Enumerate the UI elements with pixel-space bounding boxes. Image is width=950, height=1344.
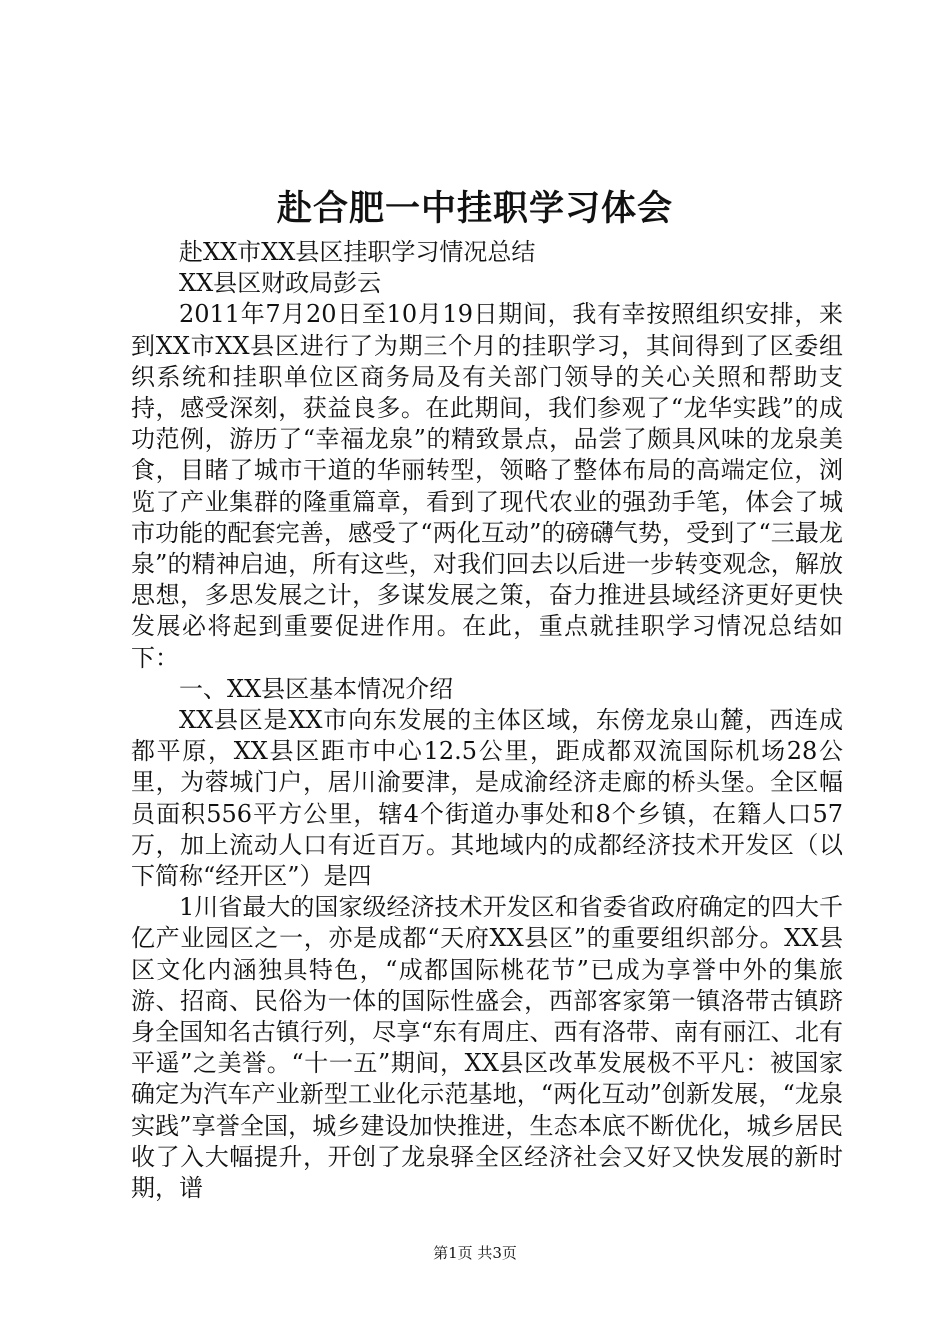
page-footer: 第1页 共3页 [433,1244,517,1262]
body-paragraph: XX县区是XX市向东发展的主体区域，东傍龙泉山麓，西连成都平原，XX县区距市中心12.5公里，距成都双流国际机场28公里，为蓉城门户，居川渝要津，是成渝经济走廊的桥头堡。全区幅员面积556平方公里，辖4个街道办事处和8个乡镇，在籍人口57万，加上流动人口有近百万。其地域内的成都经济技术开发区（以下简称“经开区”）是四 [131,706,843,891]
document-body [131,237,843,1204]
author-paragraph: XX县区财政局彭云 [179,269,382,298]
subtitle-paragraph: 赴XX市XX县区挂职学习情况总结 [179,238,536,266]
body-paragraph: 2011年7月20日至10月19日期间，我有幸按照组织安排，来到XX市XX县区进行了为期三个月的挂职学习，其间得到了区委组织系统和挂职单位区商务局及有关部门领导的关心关照和帮助支持，感受深刻，获益良多。在此期间，我们参观了“龙华实践”的成功范例，游历了“幸福龙泉”的精致景点，品尝了颇具风味的龙泉美食，目睹了城市干道的华丽转型，领略了整体布局的高端定位，浏览了产业集群的隆重篇章，看到了现代农业的强劲手笔，体会了城市功能的配套完善，感受了“两化互动”的磅礴气势，受到了“三最龙泉”的精神启迪，所有这些，对我们回去以后进一步转变观念，解放思想，多思发展之计，多谋发展之策，奋力推进县域经济更好更快发展必将起到重要促进作用。在此，重点就挂职学习情况总结如下： [131,300,843,672]
document-title: 赴合肥一中挂职学习体会 [276,188,673,229]
body-paragraph: 1川省最大的国家级经济技术开发区和省委省政府确定的四大千亿产业园区之一，亦是成都“天府XX县区”的重要组织部分。XX县区文化内涵独具特色，“成都国际桃花节”已成为享誉中外的集旅游、招商、民俗为一体的国际性盛会，西部客家第一镇洛带古镇跻身全国知名古镇行列，尽享“东有周庄、西有洛带、南有丽江、北有平遥”之美誉。“十一五”期间，XX县区改革发展极不平凡：被国家确定为汽车产业新型工业化示范基地，“两化互动”创新发展，“龙泉实践”享誉全国，城乡建设加快推进，生态本底不断优化，城乡居民收了入大幅提升，开创了龙泉驿全区经济社会又好又快发展的新时期，谱 [131,893,843,1203]
section-heading: 一、XX县区基本情况介绍 [179,674,454,703]
